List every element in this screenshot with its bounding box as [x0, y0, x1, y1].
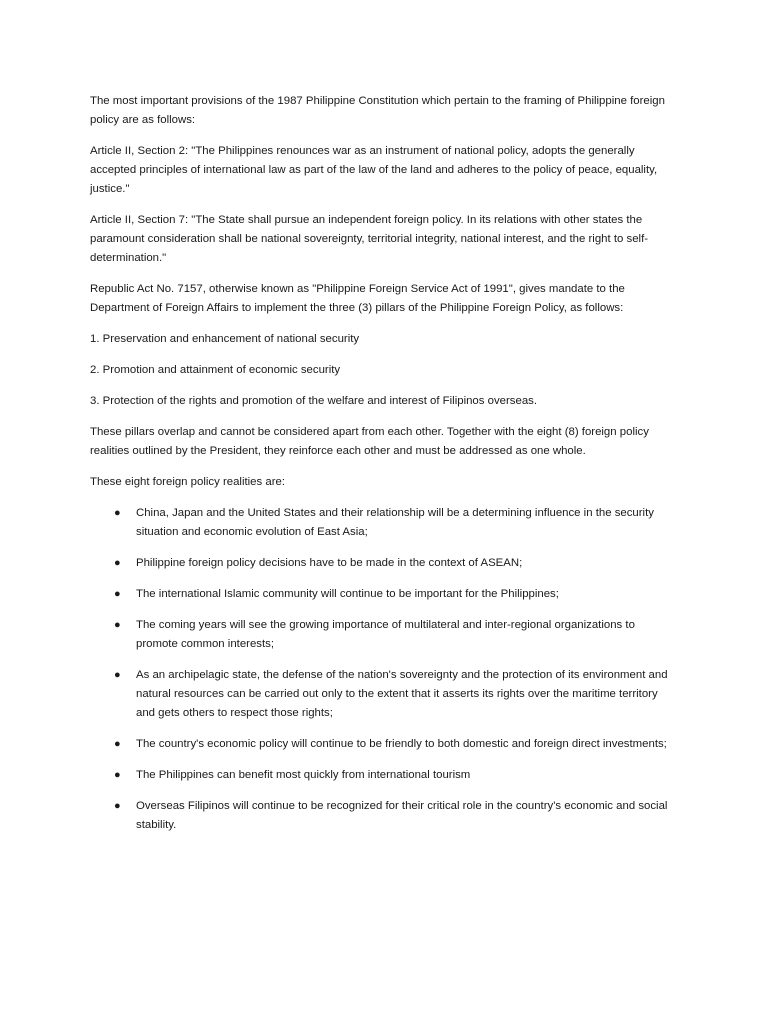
pillars-overlap-paragraph: These pillars overlap and cannot be considered apart from each other. Together with the eight (8) foreign policy realities outlined by the President, they reinforce each other and must be addressed as one whole.: [90, 426, 649, 457]
bullet-icon: ●: [114, 669, 121, 681]
list-item: [90, 616, 678, 654]
list-item-text: China, Japan and the United States and their relationship will be a determining influence in the security situation and economic evolution of East Asia;: [136, 507, 654, 538]
list-item-text: As an archipelagic state, the defense of the nation's sovereignty and the protection of its environment and natural resources can be carried out only to the extent that it asserts its rights over the maritime territory and gets others to respect those rights;: [136, 669, 668, 719]
article-2-section-7-paragraph: Article II, Section 7: "The State shall pursue an independent foreign policy. In its relations with other states the paramount consideration shall be national sovereignty, territorial integrity, national interest, and the right to self-determination.": [90, 214, 649, 264]
list-item: [90, 585, 678, 604]
bullet-icon: ●: [114, 557, 121, 569]
list-item-text: The international Islamic community will continue to be important for the Philippines;: [136, 588, 559, 600]
list-item: [90, 554, 678, 573]
list-item-text: Philippine foreign policy decisions have to be made in the context of ASEAN;: [136, 557, 523, 569]
list-item: [90, 504, 678, 542]
foreign-policy-realities-list: [90, 504, 678, 835]
list-item: [90, 797, 678, 835]
bullet-icon: ●: [114, 507, 121, 519]
list-item-text: The Philippines can benefit most quickly from international tourism: [136, 769, 471, 781]
pillar-1: 1. Preservation and enhancement of national security: [90, 333, 360, 345]
republic-act-paragraph: Republic Act No. 7157, otherwise known as "Philippine Foreign Service Act of 1991", gives mandate to the Department of Foreign Affairs to implement the three (3) pillars of the Philippine Foreign Policy, as follows:: [90, 283, 625, 314]
pillar-2: 2. Promotion and attainment of economic security: [90, 364, 341, 376]
list-item-text: Overseas Filipinos will continue to be recognized for their critical role in the country's economic and social stability.: [136, 800, 668, 831]
bullet-icon: ●: [114, 769, 121, 781]
list-item-text: The country's economic policy will continue to be friendly to both domestic and foreign direct investments;: [136, 738, 667, 750]
bullet-icon: ●: [114, 800, 121, 812]
list-item: [90, 735, 678, 754]
intro-paragraph: The most important provisions of the 1987 Philippine Constitution which pertain to the framing of Philippine foreign policy are as follows:: [90, 95, 665, 126]
article-2-section-2-paragraph: Article II, Section 2: "The Philippines renounces war as an instrument of national policy, adopts the generally accepted principles of international law as part of the law of the land and adheres to the policy of peace, equality, justice.": [90, 145, 658, 195]
list-item: [90, 666, 678, 723]
bullet-icon: ●: [114, 588, 121, 600]
list-item: [90, 766, 678, 785]
pillar-3: 3. Protection of the rights and promotion of the welfare and interest of Filipinos overseas.: [90, 395, 538, 407]
list-item-text: The coming years will see the growing importance of multilateral and inter-regional organizations to promote common interests;: [136, 619, 635, 650]
bullet-icon: ●: [114, 738, 121, 750]
realities-intro: These eight foreign policy realities are:: [90, 476, 286, 488]
bullet-icon: ●: [114, 619, 121, 631]
